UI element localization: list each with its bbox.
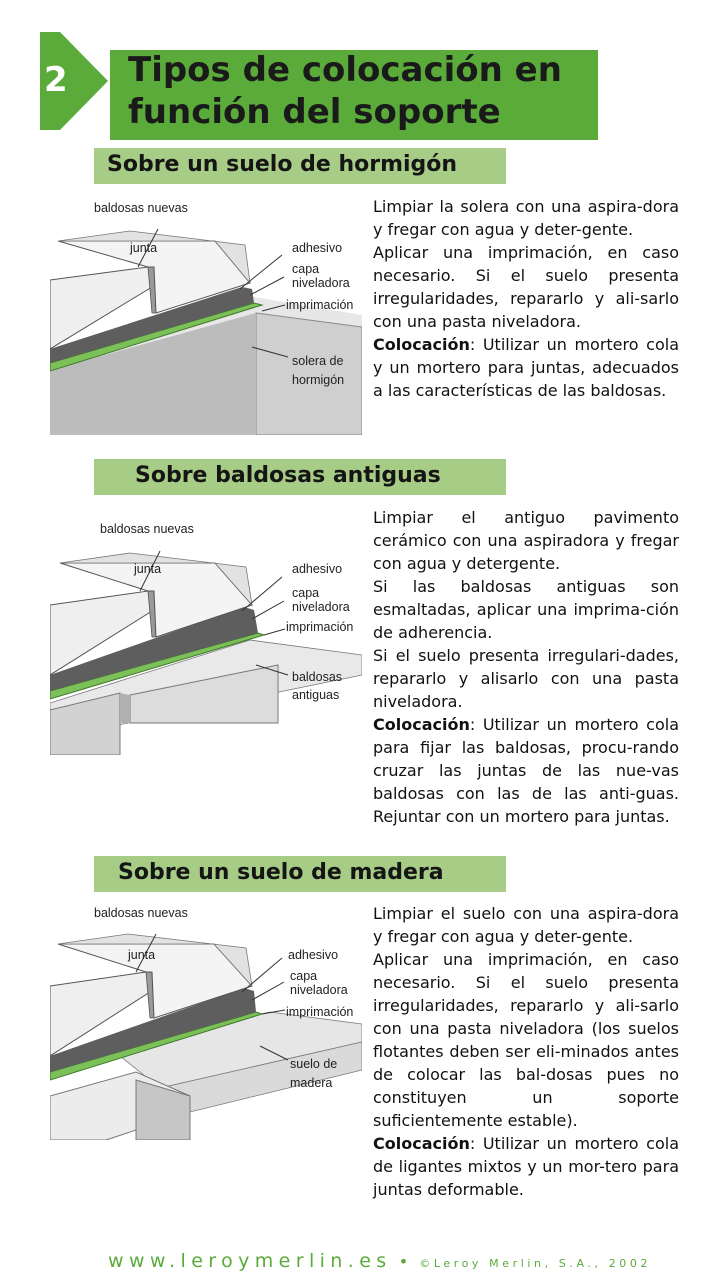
- section-text-concrete: [373, 195, 679, 402]
- label-primer: imprimación: [286, 1005, 354, 1019]
- label-joint: junta: [128, 948, 156, 962]
- paragraph: Limpiar el suelo con una aspira-dora y fregar con agua y deter-gente.: [373, 904, 679, 946]
- label-base-1: suelo de: [290, 1057, 338, 1071]
- label-joint: junta: [130, 241, 158, 255]
- footer-copyright: ©Leroy Merlin, S.A., 2002: [419, 1257, 652, 1270]
- label-base-2: antiguas: [292, 688, 340, 702]
- old-tile-gap: [120, 693, 130, 723]
- page-title-line-2: función del soporte: [128, 92, 501, 132]
- label-base-2: madera: [290, 1076, 333, 1090]
- placement-label: Colocación: [373, 1134, 470, 1153]
- section-title-old-tiles: Sobre baldosas antiguas: [135, 463, 441, 488]
- placement-paragraph: [373, 333, 679, 402]
- label-new-tiles: baldosas nuevas: [94, 906, 188, 920]
- paragraph: Limpiar el antiguo pavimento cerámico con una aspiradora y fregar con agua y detergente.: [373, 508, 679, 573]
- chapter-number: 2: [44, 60, 68, 100]
- placement-label: Colocación: [373, 715, 470, 734]
- label-primer: imprimación: [286, 298, 354, 312]
- label-base-2: hormigón: [292, 373, 345, 387]
- placement-text: : Utilizar un mortero cola de ligantes mixtos y un mor-tero para juntas deformable.: [373, 1134, 679, 1199]
- diagram-wood-floor: [50, 900, 362, 1140]
- footer-separator: •: [398, 1252, 409, 1271]
- label-leveling-1: capa: [290, 969, 318, 983]
- diagram-concrete-floor: [50, 195, 362, 435]
- placement-text: : Utilizar un mortero cola y un mortero para juntas, adecuados a las características de las baldosas.: [373, 335, 679, 400]
- placement-paragraph: [373, 713, 679, 828]
- label-adhesive: adhesivo: [292, 241, 343, 255]
- section-text-wood: [373, 902, 679, 1201]
- diagram-old-tiles: [50, 515, 362, 755]
- label-new-tiles: baldosas nuevas: [94, 201, 188, 215]
- label-adhesive: adhesivo: [292, 562, 343, 576]
- section-title-concrete: Sobre un suelo de hormigón: [107, 152, 458, 177]
- footer: [108, 1250, 708, 1272]
- label-leveling-2: niveladora: [292, 600, 350, 614]
- paragraph: Limpiar la solera con una aspira-dora y fregar con agua y deter-gente.: [373, 197, 679, 239]
- label-leveling-2: niveladora: [292, 276, 350, 290]
- section-title-wood: Sobre un suelo de madera: [118, 860, 444, 885]
- label-leveling-2: niveladora: [290, 983, 348, 997]
- page-title-line-1: Tipos de colocación en: [128, 50, 562, 90]
- paragraph: Aplicar una imprimación, en caso necesario. Si el suelo presenta irregularidades, repararlo y ali-sarlo con una pasta niveladora (los suelos flotantes deben ser eli-minados antes de colocar las bal-dosas pues no constituyen un soporte suficientemente estable).: [373, 950, 679, 1130]
- label-leveling-1: capa: [292, 262, 320, 276]
- placement-paragraph: [373, 1132, 679, 1201]
- placement-text: : Utilizar un mortero cola para fijar las baldosas, procu-rando cruzar las juntas de las nue-vas baldosas con las de las anti-guas. Rejuntar con un mortero para juntas.: [373, 715, 679, 826]
- paragraph: Aplicar una imprimación, en caso necesario. Si el suelo presenta irregularidades, repararlo y ali-sarlo con una pasta niveladora.: [373, 243, 679, 331]
- placement-label: Colocación: [373, 335, 470, 354]
- label-adhesive: adhesivo: [288, 948, 339, 962]
- paragraph: Si las baldosas antiguas son esmaltadas, aplicar una imprima-ción de adherencia.: [373, 577, 679, 642]
- label-base-1: baldosas: [292, 670, 343, 684]
- label-base-1: solera de: [292, 354, 344, 368]
- paragraph: Si el suelo presenta irregulari-dades, repararlo y alisarlo con una pasta niveladora.: [373, 646, 679, 711]
- label-primer: imprimación: [286, 620, 354, 634]
- footer-website-link[interactable]: www.leroymerlin.es: [108, 1250, 392, 1272]
- label-new-tiles: baldosas nuevas: [100, 522, 194, 536]
- label-leveling-1: capa: [292, 586, 320, 600]
- label-joint: junta: [134, 562, 162, 576]
- section-text-old-tiles: [373, 506, 679, 828]
